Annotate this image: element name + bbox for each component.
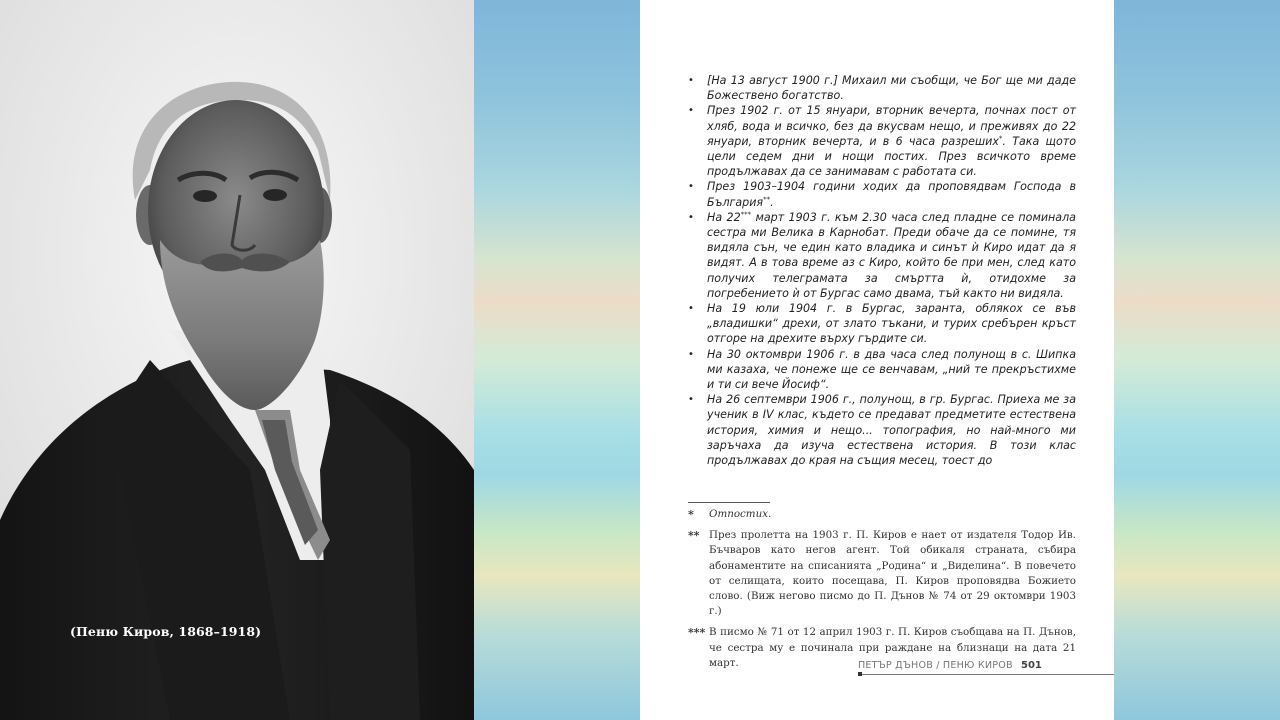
portrait-photo: [0, 0, 474, 720]
footer-rule: [858, 674, 1114, 675]
footnote-ref: *: [998, 134, 1003, 143]
diary-entry: [688, 347, 1076, 393]
diary-entry: [688, 179, 1076, 209]
diary-entries-list: [688, 73, 1076, 468]
footnote-divider: [688, 502, 770, 503]
entry-text: На 30 октомври 1906 г. в два часа след полунощ в с. Шипка ми казаха, че понеже ще се венчавам, „ний те прекръстихме и ти си вече Йосиф“.: [707, 347, 1076, 392]
footnote-text: Отпостих.: [709, 508, 772, 520]
footnote-mark: *: [688, 508, 694, 521]
running-head: ПЕТЪР ДЪНОВ / ПЕНЮ КИРОВ: [858, 660, 1013, 671]
bullet-icon: •: [688, 211, 694, 223]
bullet-icon: •: [688, 394, 694, 406]
footnote-text: През пролетта на 1903 г. П. Киров е нает от издателя Тодор Ив. Бъчваров като негов агент. Той обикаля страната, събира абонаментите на списанията „Родина“ и „Виделина“. В повечето от селищата, които посещава, П. Киров проповядва Божието слово. (Виж негово писмо до П. Дънов № 74 от 29 октомври 1903 г.): [709, 529, 1076, 618]
entry-text: На 22: [707, 210, 741, 224]
bullet-icon: •: [688, 181, 694, 193]
footnote-text: В писмо № 71 от 12 април 1903 г. П. Киров съобщава на П. Дънов, че сестра му е починала при раждане на близнаци на дата 21 март.: [709, 626, 1076, 669]
diary-entry: [688, 103, 1076, 179]
footnote: [688, 507, 1076, 522]
entry-text: [На 13 август 1900 г.] Михаил ми съобщи, че Бог ще ми даде Божествено богатство.: [707, 74, 1076, 103]
entry-text: През 1902 г. от 15 януари, вторник вечерта, почнах пост от хляб, вода и всичко, без да вкусвам нещо, и преживях до 22 януари, вторник вечерта, и в 6 часа разреших: [707, 104, 1076, 148]
entry-text-after: .: [770, 195, 774, 209]
bullet-icon: •: [688, 348, 694, 360]
page-number: 501: [1021, 660, 1042, 671]
entry-text: На 19 юли 1904 г. в Бургас, заранта, облякох се във „владишки“ дрехи, от злато тъкани, и турих сребърен кръст отгоре на дрехите върху гърдите си.: [707, 302, 1076, 346]
footer-dot-icon: [858, 672, 862, 676]
diary-entry: [688, 210, 1076, 301]
footnote-ref: ***: [740, 210, 752, 219]
page-footer: [858, 660, 1114, 676]
diary-entry: [688, 73, 1076, 103]
diary-entry: [688, 392, 1076, 468]
footnote-mark: **: [688, 529, 700, 543]
bullet-icon: •: [688, 105, 694, 117]
footnote: [688, 528, 1076, 619]
footnote-mark: ***: [688, 626, 706, 640]
footnote-ref: **: [763, 194, 771, 203]
diary-entry: [688, 301, 1076, 347]
bullet-icon: •: [688, 303, 694, 315]
entry-text-after: март 1903 г. към 2.30 часа след пладне се поминала сестра ми Велика в Карнобат. Преди обаче да се помине, тя видяла сън, че един като владика и синът ѝ Киро идат да я видят. А в това време аз с Киро, който бе при мен, след като получих телеграмата за смъртта ѝ, отидохме за погребението ѝ от Бургас само двама, тъй както ни видяла.: [707, 210, 1076, 300]
left-gradient-strip: [474, 0, 640, 720]
right-gradient-strip: [1114, 0, 1280, 720]
entry-text: През 1903–1904 години ходих да проповядвам Господа в България: [707, 180, 1076, 209]
footnotes-list: [688, 507, 1076, 677]
bullet-icon: •: [688, 75, 694, 86]
book-page: [640, 0, 1114, 720]
entry-text: На 26 септември 1906 г., полунощ, в гр. Бургас. Приеха ме за ученик в IV клас, където се предават предметите естествена история, химия и нещо... топография, но най-много ми заръчаха да изуча естествена история. В този клас продължавах до края на същия месец, тоест до: [707, 393, 1076, 468]
portrait-photo-panel: [0, 0, 474, 720]
photo-caption: (Пеню Киров, 1868–1918): [70, 624, 262, 639]
entry-text-after: . Така щото цели седем дни и нощи постих. През всичкото време продължавах да се занимавам с работата си.: [707, 134, 1076, 179]
